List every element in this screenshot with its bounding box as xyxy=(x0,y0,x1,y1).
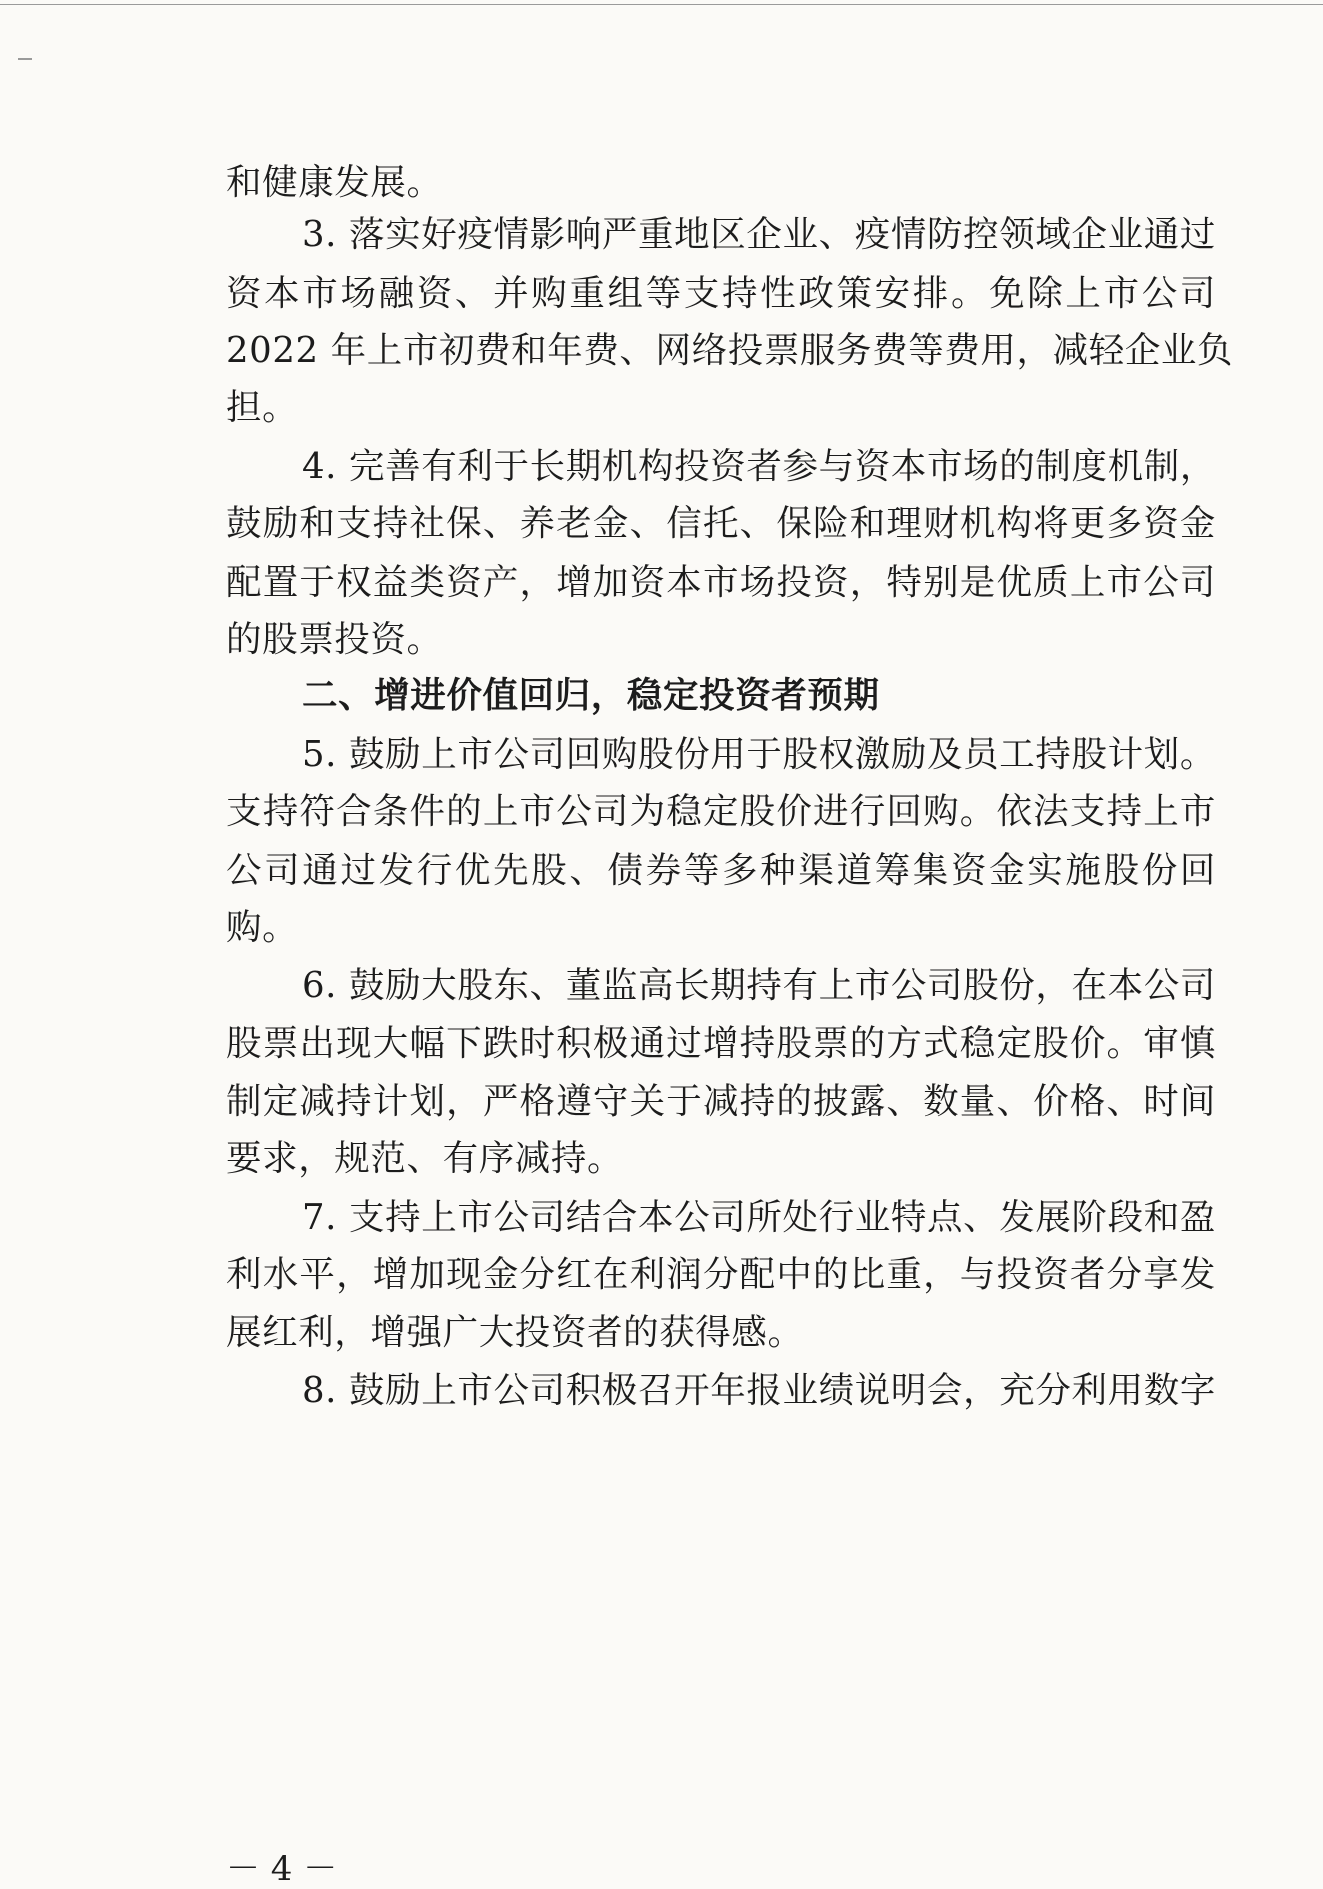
text-line: 制定减持计划，严格遵守关于减持的披露、数量、价格、时间 xyxy=(226,1081,1216,1122)
margin-mark xyxy=(18,58,32,60)
paragraph-4-start: 4. 完善有利于长期机构投资者参与资本市场的制度机制， xyxy=(302,446,1216,487)
paragraph-5-start: 5. 鼓励上市公司回购股份用于股权激励及员工持股计划。 xyxy=(302,734,1216,775)
section-heading: 二、增进价值回归，稳定投资者预期 xyxy=(302,675,880,716)
text-line: 担。 xyxy=(226,387,299,428)
text-line: 资本市场融资、并购重组等支持性政策安排。免除上市公司 xyxy=(226,273,1216,314)
page-number: － 4 － xyxy=(226,1849,338,1889)
text-line: 要求，规范、有序减持。 xyxy=(226,1138,624,1179)
text-line: 鼓励和支持社保、养老金、信托、保险和理财机构将更多资金 xyxy=(226,503,1216,544)
text-line: 的股票投资。 xyxy=(226,619,443,660)
top-edge-line xyxy=(0,4,1323,5)
text-line: 股票出现大幅下跌时积极通过增持股票的方式稳定股价。审慎 xyxy=(226,1023,1216,1064)
text-line: 公司通过发行优先股、债券等多种渠道筹集资金实施股份回 xyxy=(226,850,1216,891)
text-line: 支持符合条件的上市公司为稳定股价进行回购。依法支持上市 xyxy=(226,791,1216,832)
text-line: 2022 年上市初费和年费、网络投票服务费等费用，减轻企业负 xyxy=(226,330,1234,371)
text-line: 利水平，增加现金分红在利润分配中的比重，与投资者分享发 xyxy=(226,1254,1216,1295)
text-line: 和健康发展。 xyxy=(226,162,443,203)
text-line: 展红利，增强广大投资者的获得感。 xyxy=(226,1312,804,1353)
paragraph-7-start: 7. 支持上市公司结合本公司所处行业特点、发展阶段和盈 xyxy=(302,1197,1216,1238)
paragraph-8-start: 8. 鼓励上市公司积极召开年报业绩说明会，充分利用数字 xyxy=(302,1370,1216,1411)
text-line: 购。 xyxy=(226,907,299,948)
paragraph-6-start: 6. 鼓励大股东、董监高长期持有上市公司股份，在本公司 xyxy=(302,965,1216,1006)
text-line: 配置于权益类资产，增加资本市场投资，特别是优质上市公司 xyxy=(226,562,1216,603)
paragraph-3-start: 3. 落实好疫情影响严重地区企业、疫情防控领域企业通过 xyxy=(302,214,1216,255)
